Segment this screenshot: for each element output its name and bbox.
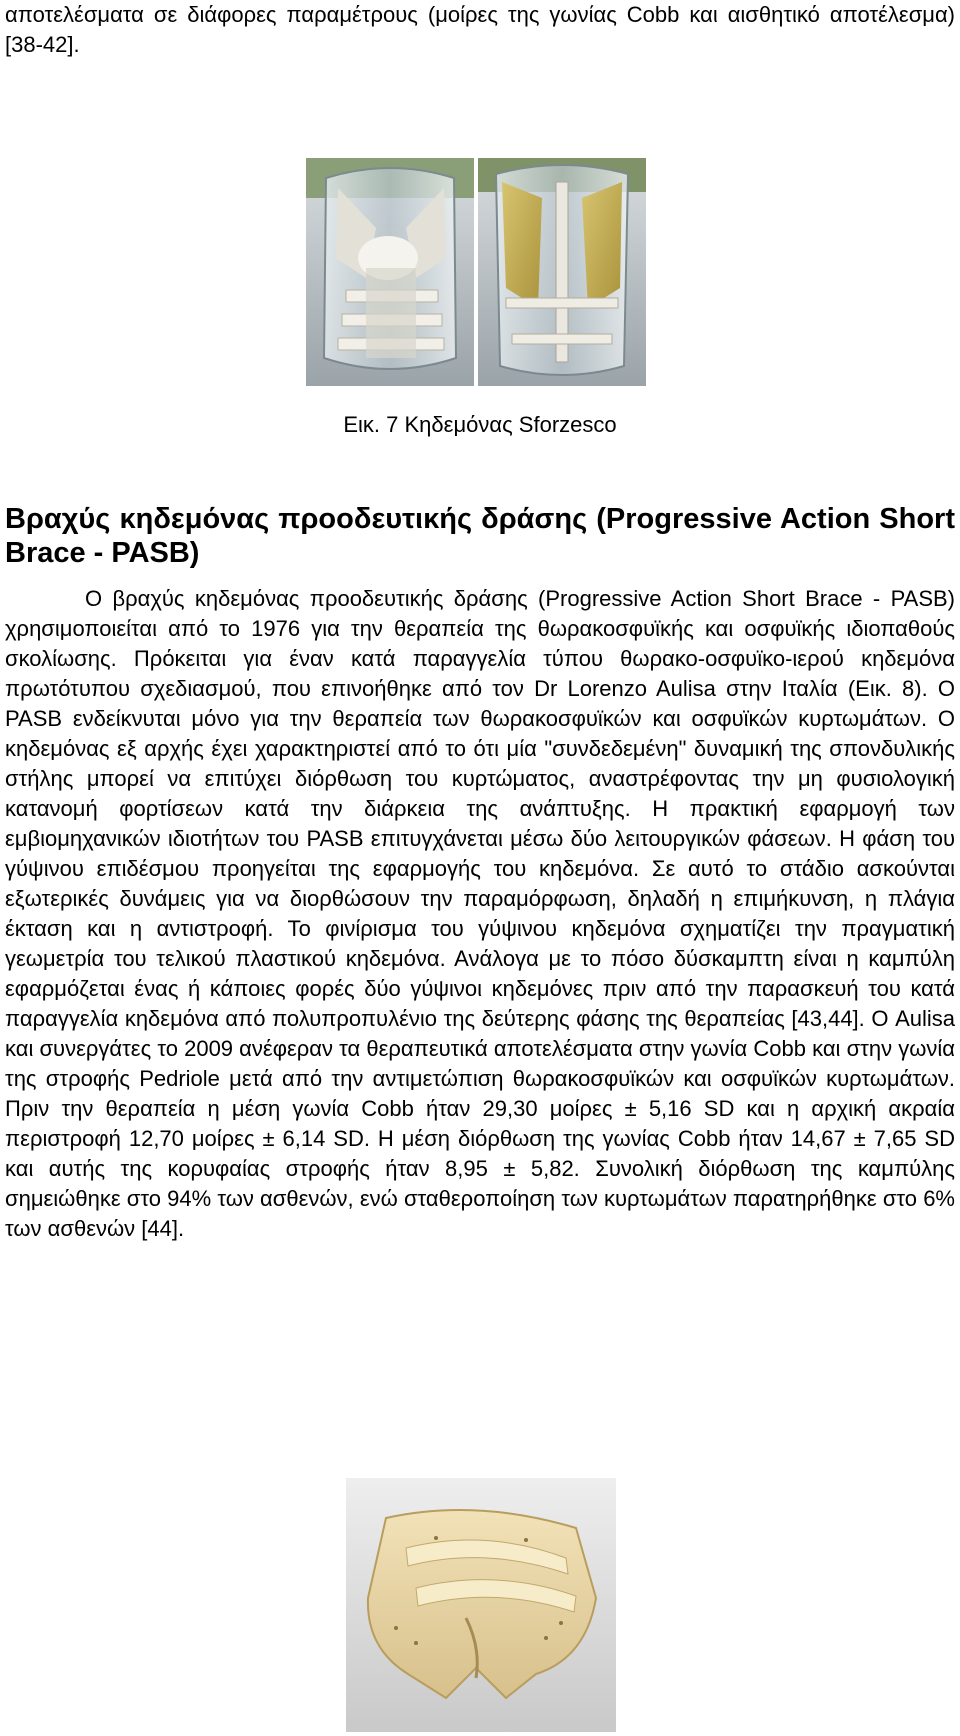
figure-7-caption: Εικ. 7 Κηδεμόνας Sforzesco: [343, 412, 617, 437]
brace-back-view: [478, 158, 646, 386]
section-heading: Βραχύς κηδεμόνας προοδευτικής δράσης (Progressive Action Short Brace - PASB): [5, 503, 955, 569]
section-paragraph: Ο βραχύς κηδεμόνας προοδευτικής δράσης (Progressive Action Short Brace - PASB) χρησιμοποιείται από το 1976 για την θεραπεία της θωρακοσφυϊκής και οσφυϊκής ιδιοπαθούς σκολίωσης. Πρόκειται για έναν κατά παραγγελία τύπου θωρακο-οσφυϊκο-ιερού κηδεμόνα πρωτότυπου σχεδιασμού, που επινοήθηκε από τον Dr Lorenzo Aulisa στην Ιταλία (Εικ. 8). Ο PASB ενδείκνυται μόνο για την θεραπεία των θωρακοσφυϊκών και οσφυϊκών κυρτωμάτων. Ο κηδεμόνας εξ αρχής έχει χαρακτηριστεί από το ότι μία "συνδεδεμένη" δυναμική της σπονδυλικής στήλης μπορεί να επιτύχει διόρθωση του κυρτώματος, αναστρέφοντας την μη φυσιολογική κατανομή φορτίσεων κατά την διάρκεια της ανάπτυξης. Η πρακτική εφαρμογή των εμβιομηχανικών ιδιοτήτων του PASB επιτυγχάνεται μέσω δύο λειτουργικών φάσεων. Η φάση του γύψινου επιδέσμου προηγείται της εφαρμογής του κηδεμόνα. Σε αυτό το στάδιο ασκούνται εξωτερικές δυνάμεις για να διορθώσουν την παραμόρφωση, δηλαδή η επιμήκυνση, η πλάγια έκταση και η αντιστροφή. Το φινίρισμα του γύψινου κηδεμόνα σχηματίζει την πραγματική γεωμετρία του τελικού πλαστικού κηδεμόνα. Ανάλογα με το πόσο δύσκαμπτη είναι η καμπύλη εφαρμόζεται ένας ή κάποιες φορές δύο γύψινοι κηδεμόνες πριν από την παρασκευή του κατά παραγγελία κηδεμόνα από πολυπροπυλένιο της δεύτερης φάσης της θεραπείας [43,44]. Ο Aulisa και συνεργάτες το 2009 ανέφεραν τα θεραπευτικά αποτελέσματα στην γωνία Cobb και στην γωνία της στροφής Pedriole μετά από την αντιμετώπιση θωρακοσφυϊκών και οσφυϊκών κυρτωμάτων. Πριν την θεραπεία η μέση γωνία Cobb ήταν 29,30 μοίρες ± 5,16 SD και η αρχική ακραία περιστροφή 12,70 μοίρες ± 6,14 SD. Η μέση διόρθωση της γωνίας Cobb ήταν 14,67 ± 7,65 SD και αυτής της κορυφαίας στροφής ήταν 8,95 ± 5,82. Συνολική διόρθωση της καμπύλης σημειώθηκε στο 94% των ασθενών, ενώ σταθεροποίηση των κυρτωμάτων παρατηρήθηκε στο 6% των ασθενών [44].: [5, 586, 955, 1241]
figure-8-photo: [346, 1478, 616, 1732]
intro-paragraph: αποτελέσματα σε διάφορες παραμέτρους (μοίρες της γωνίας Cobb και αισθητικό αποτέλεσμα) [38-42].: [5, 2, 955, 57]
brace-front-view: [306, 158, 474, 386]
figure-7-photo: [306, 158, 646, 386]
